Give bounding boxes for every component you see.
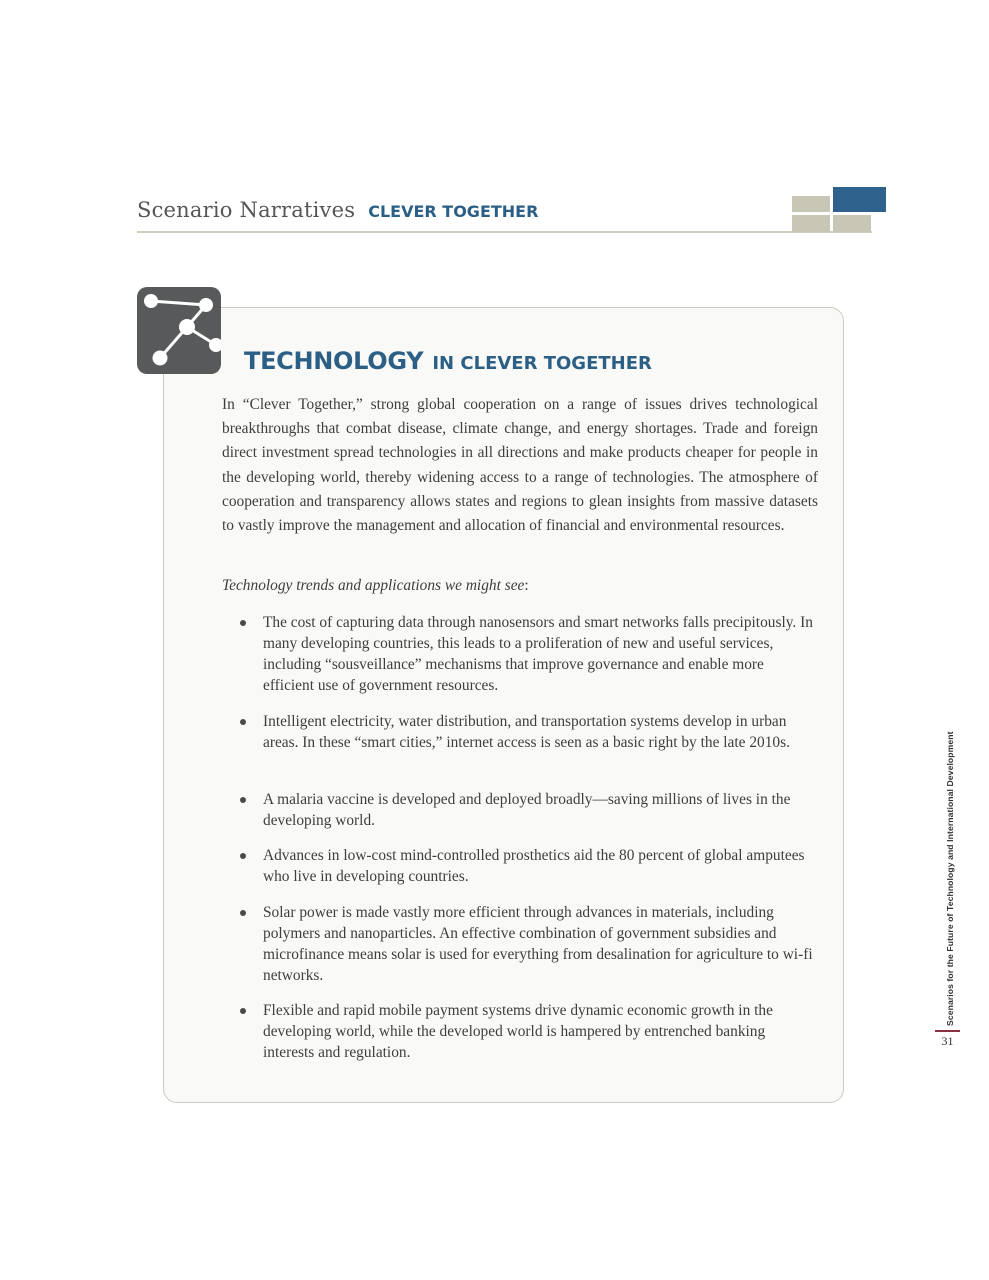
bullet-icon	[240, 620, 246, 626]
list-item	[238, 1000, 818, 1063]
section-heading	[244, 347, 652, 375]
bullet-icon	[240, 797, 246, 803]
bullet-text: Advances in low-cost mind-controlled prosthetics aid the 80 percent of global amputees who live in developing countries.	[263, 847, 805, 885]
list-item	[238, 845, 818, 887]
trends-label	[222, 577, 529, 595]
bullet-text: The cost of capturing data through nanosensors and smart networks falls precipitously. In many developing countries, this leads to a proliferation of new and useful services, including “sousveillance” mechanisms that improve governance and enable more efficient use of government resources.	[263, 614, 813, 694]
decorative-block-accent	[833, 187, 886, 212]
page-number-rule	[935, 1030, 960, 1032]
section-name: Scenario Narratives	[137, 198, 356, 222]
section-title: TECHNOLOGY	[244, 347, 424, 375]
bullet-icon	[240, 910, 246, 916]
scenario-name: CLEVER TOGETHER	[368, 202, 539, 221]
intro-paragraph: In “Clever Together,” strong global cooperation on a range of issues drives technological breakthroughs that combat disease, climate change, and energy shortages. Trade and foreign direct investment spread technologies in all directions and make products cheaper for people in the developing world, thereby widening access to a range of technologies. The atmosphere of cooperation and transparency allows states and regions to glean insights from massive datasets to vastly improve the management and allocation of financial and environmental resources.	[222, 396, 818, 535]
bullet-text: Solar power is made vastly more efficient through advances in materials, including polymers and nanoparticles. An effective combination of government subsidies and microfinance means solar is used for everything from desalination for agriculture to wi-fi networks.	[263, 904, 813, 984]
bullet-text: A malaria vaccine is developed and deployed broadly—saving millions of lives in the developing world.	[263, 791, 791, 829]
bullet-icon	[240, 853, 246, 859]
list-item	[238, 612, 818, 696]
trends-label-colon: :	[524, 577, 529, 594]
bullet-icon	[240, 1008, 246, 1014]
bullet-icon	[240, 719, 246, 725]
list-item	[238, 902, 818, 986]
bullet-text: Flexible and rapid mobile payment systems drive dynamic economic growth in the developing world, while the developed world is hampered by entrenched banking interests and regulation.	[263, 1002, 773, 1061]
bullet-text: Intelligent electricity, water distribution, and transportation systems develop in urban areas. In these “smart cities,” internet access is seen as a basic right by the late 2010s.	[263, 713, 790, 751]
page-number: 31	[941, 1034, 954, 1048]
decorative-block	[792, 215, 830, 232]
trends-label-text: Technology trends and applications we might see	[222, 577, 525, 594]
header-rule	[137, 231, 872, 233]
page-header	[137, 198, 538, 222]
list-item	[238, 711, 818, 753]
list-item	[238, 789, 818, 831]
decorative-block	[792, 196, 830, 212]
publication-title-vertical: Scenarios for the Future of Technology and International Development	[945, 731, 955, 1026]
network-nodes-icon	[137, 287, 221, 374]
decorative-block	[833, 215, 871, 232]
section-subtitle: IN CLEVER TOGETHER	[432, 353, 652, 374]
